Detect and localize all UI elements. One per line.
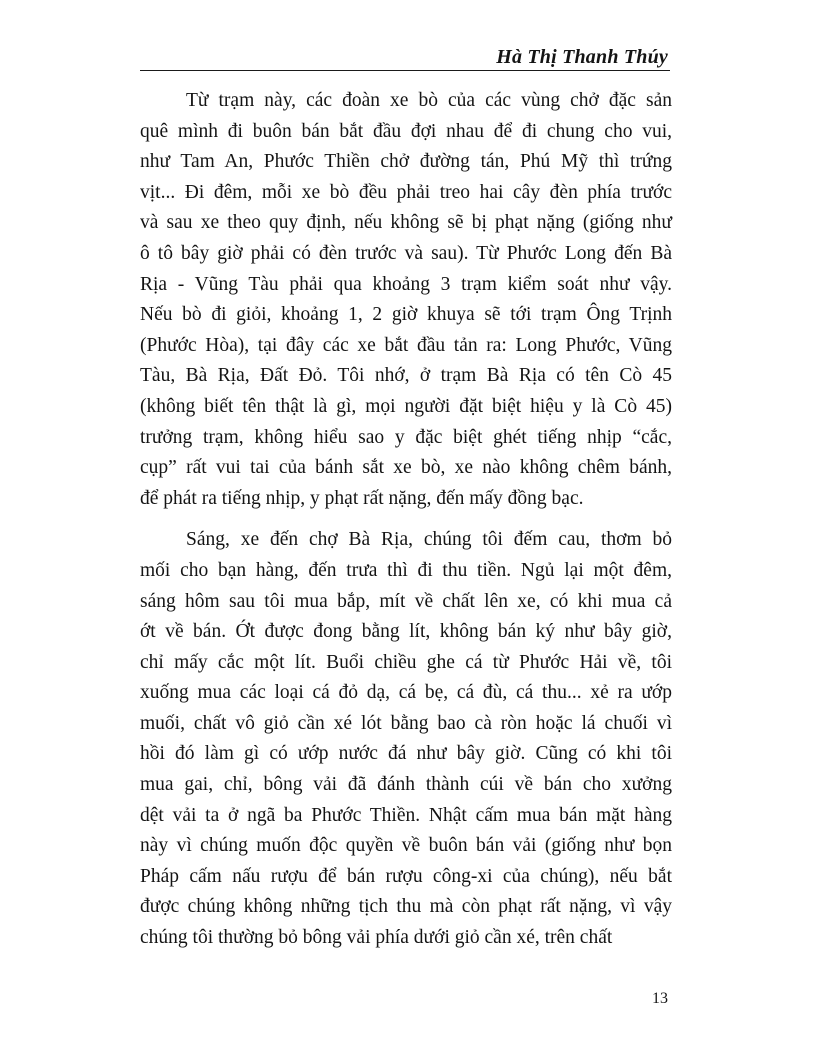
- text-line: (không biết tên thật là gì, mọi người đặt biệt hiệu y là Cò 45): [140, 395, 672, 417]
- paragraph-2: [140, 525, 672, 953]
- text-line: Sáng, xe đến chợ Bà Rịa, chúng tôi đếm cau, thơm bỏ: [186, 529, 672, 551]
- text-line: Tàu, Bà Rịa, Đất Đỏ. Tôi nhớ, ở trạm Bà Rịa có tên Cò 45: [140, 365, 672, 387]
- text-line: xuống mua các loại cá đỏ dạ, cá bẹ, cá đù, cá thu... xẻ ra ướp: [140, 682, 672, 704]
- text-line: ô tô bây giờ phải có đèn trước và sau). Từ Phước Long đến Bà: [140, 242, 672, 264]
- body-text: [140, 86, 672, 954]
- text-line: (Phước Hòa), tại đây các xe bắt đầu tản ra: Long Phước, Vũng: [140, 334, 672, 356]
- text-line: cụp” rất vui tai của bánh sắt xe bò, xe nào không chêm bánh,: [140, 457, 672, 479]
- text-line: hồi đó làm gì có ướp nước đá như bây giờ. Cũng có khi tôi: [140, 743, 672, 765]
- page-number: 13: [652, 990, 668, 1007]
- text-line: và sau xe theo quy định, nếu không sẽ bị phạt nặng (giống như: [140, 212, 672, 234]
- text-line: vịt... Đi đêm, mỗi xe bò đều phải treo hai cây đèn phía trước: [140, 181, 672, 203]
- text-line: mối cho bạn hàng, đến trưa thì đi thu tiền. Ngủ lại một đêm,: [140, 559, 672, 581]
- text-line: mua gai, chỉ, bông vải đã đánh thành cúi về bán cho xưởng: [140, 774, 672, 796]
- text-line: Nếu bò đi giỏi, khoảng 1, 2 giờ khuya sẽ tới trạm Ông Trịnh: [140, 304, 672, 326]
- text-line: được chúng không những tịch thu mà còn phạt rất nặng, vì vậy: [140, 896, 672, 918]
- paragraph-gap: [140, 514, 672, 525]
- text-line: để phát ra tiếng nhịp, y phạt rất nặng, đến mấy đồng bạc.: [140, 487, 584, 509]
- text-line: này vì chúng muốn độc quyền về buôn bán vải (giống như bọn: [140, 835, 672, 857]
- text-line: ớt về bán. Ớt được đong bằng lít, không bán ký như bây giờ,: [140, 621, 672, 643]
- text-line: Pháp cấm nấu rượu để bán rượu công-xi của chúng), nếu bắt: [140, 865, 672, 887]
- running-header: [140, 42, 670, 71]
- paragraph-1: [140, 86, 672, 514]
- text-line: Từ trạm này, các đoàn xe bò của các vùng chở đặc sản: [186, 90, 672, 111]
- text-line: sáng hôm sau tôi mua bắp, mít về chất lên xe, có khi mua cả: [140, 590, 672, 612]
- author-name: Hà Thị Thanh Thúy: [496, 46, 668, 68]
- text-line: như Tam An, Phước Thiền chở đường tán, Phú Mỹ thì trứng: [140, 151, 672, 173]
- text-line: dệt vải ta ở ngã ba Phước Thiền. Nhật cấm mua bán mặt hàng: [140, 804, 672, 826]
- text-line: chúng tôi thường bỏ bông vải phía dưới giỏ cần xé, trên chất: [140, 927, 613, 949]
- text-line: quê mình đi buôn bán bắt đầu đợi nhau để đi chung cho vui,: [140, 120, 672, 142]
- text-line: muối, chất vô giỏ cần xé lót bằng bao cà ròn hoặc lá chuối vì: [140, 712, 672, 734]
- text-line: chỉ mấy cắc một lít. Buổi chiều ghe cá từ Phước Hải về, tôi: [140, 651, 672, 673]
- text-line: trưởng trạm, không hiểu sao y đặc biệt ghét tiếng nhịp “cắc,: [140, 426, 672, 448]
- text-line: Rịa - Vũng Tàu phải qua khoảng 3 trạm kiểm soát như vậy.: [140, 273, 672, 295]
